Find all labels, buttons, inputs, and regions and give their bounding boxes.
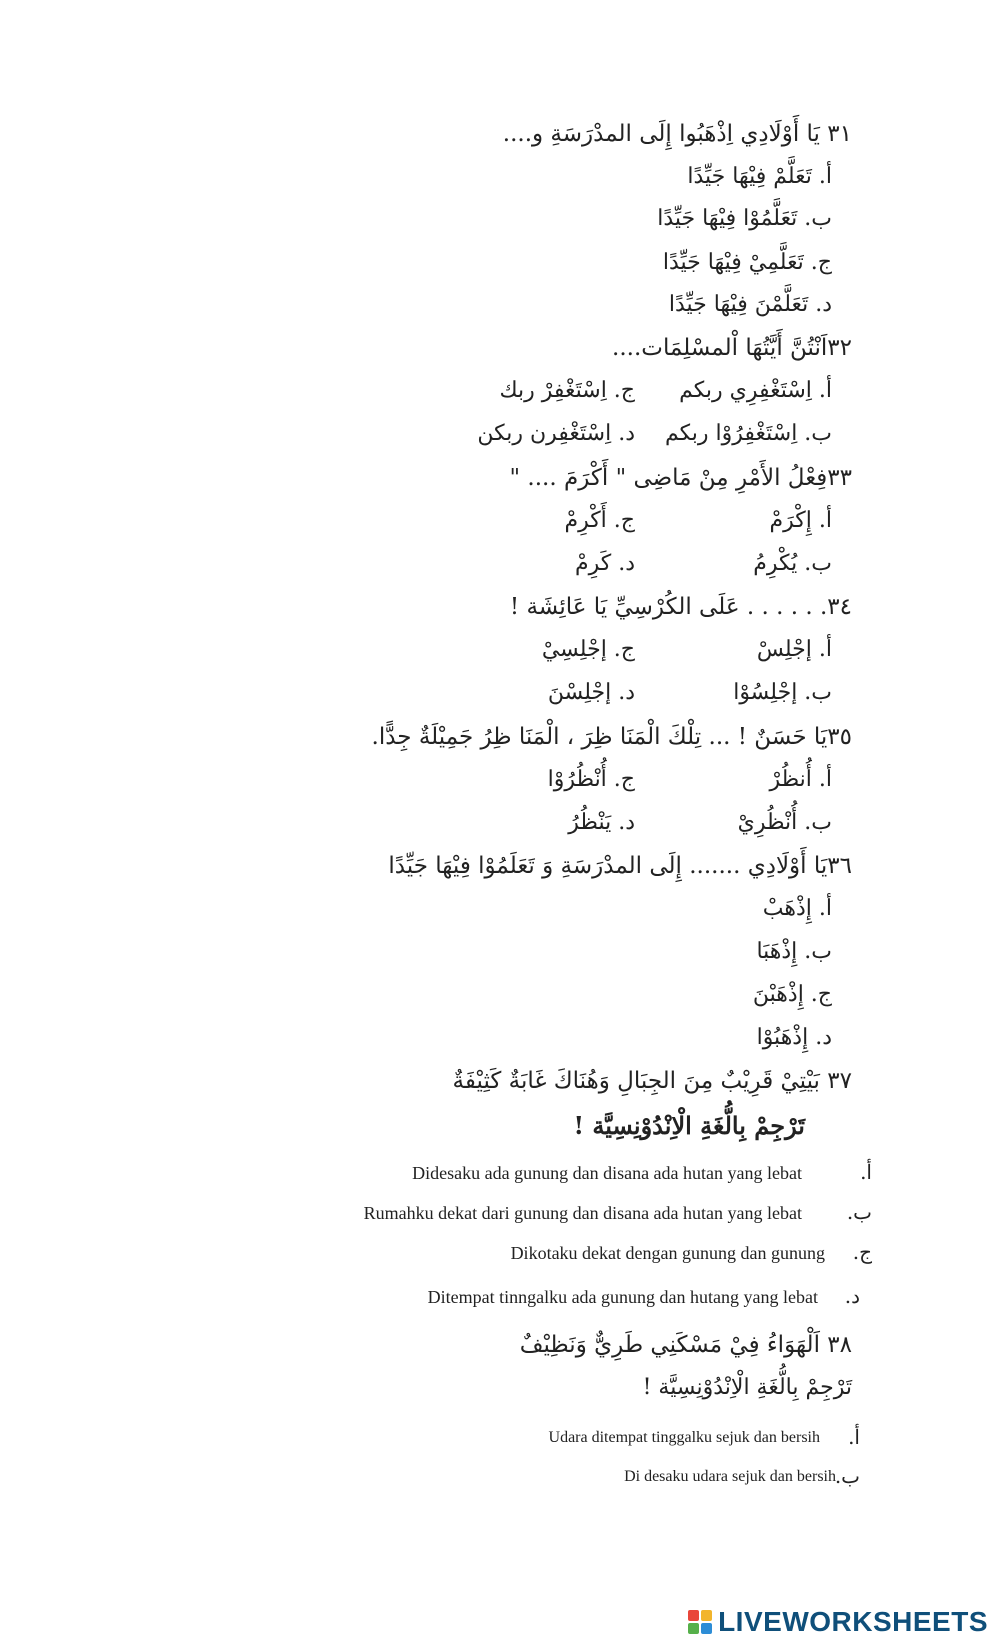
question-32-stem: ٣٢اَنْتُنَّ أَيَّتُهَا اْلمسْلِمَات.... <box>612 335 852 361</box>
question-35-option-b[interactable]: ب. أُنْظُرِيْ <box>737 810 832 835</box>
logo-square-yellow <box>701 1610 712 1621</box>
question-37-stem: ٣٧ بَيْتِيْ قَرِيْبٌ مِنَ الجِبَالِ وَهُنَاكَ غَابَةٌ كَثِيْفَةٌ <box>452 1068 852 1094</box>
logo-square-blue <box>701 1623 712 1634</box>
liveworksheets-logo[interactable] <box>688 1605 988 1639</box>
question-38-stem: ٣٨ اَلْهَوَاءُ فِيْ مَسْكَنِي طَرِيٌّ وَنَظِيْفٌ <box>519 1332 852 1358</box>
question-38-instruction: تَرْجِمْ بِالُّغَةِ الْاِنْدُوْنِسِيَّة ! <box>642 1375 852 1400</box>
question-37-instruction: تَرْجِمْ بِالُّغَةِ الْاِنْدُوْنِسِيَّة ! <box>573 1111 805 1140</box>
question-34-option-c[interactable]: ج. إجْلِسِيْ <box>541 637 635 662</box>
logo-square-green <box>688 1623 699 1634</box>
question-36-option-c[interactable]: ج. إِذْهَبْنَ <box>752 982 832 1007</box>
question-36-option-d[interactable]: د. إِذْهَبُوْا <box>756 1025 832 1050</box>
question-34-option-d[interactable]: د. إجْلِسْنَ <box>547 680 635 705</box>
question-34-option-a[interactable]: أ. إجْلِسْ <box>756 637 832 662</box>
question-38-option-a[interactable]: Udara ditempat tinggalku sejuk dan bersih <box>548 1429 820 1446</box>
question-32-option-b[interactable]: ب. اِسْتَغْفِرُوْا ربكم <box>664 421 832 446</box>
question-34-option-b[interactable]: ب. إجْلِسُوْا <box>733 680 832 705</box>
question-38-option-a-marker: أ. <box>848 1425 860 1449</box>
question-37-option-c-marker: ج. <box>852 1240 872 1264</box>
question-36-option-a[interactable]: أ. إِذْهَبْ <box>762 896 832 921</box>
question-37-option-c[interactable]: Dikotaku dekat dengan gunung dan gunung <box>510 1243 825 1263</box>
question-37-option-d[interactable]: Ditempat tinngalku ada gunung dan hutang yang lebat <box>427 1287 818 1307</box>
question-37-option-b[interactable]: Rumahku dekat dari gunung dan disana ada hutan yang lebat <box>363 1203 802 1223</box>
question-38-option-b[interactable]: Di desaku udara sejuk dan bersih <box>624 1468 836 1485</box>
question-38-option-b-marker: ب. <box>834 1464 860 1488</box>
liveworksheets-logo-text: LIVEWORKSHEETS <box>718 1606 988 1637</box>
question-35-option-d[interactable]: د. يَنْظُرُ <box>568 810 635 835</box>
question-33-option-c[interactable]: ج. أَكْرِمْ <box>564 508 635 533</box>
question-31-option-a[interactable]: أ. تَعَلَّمْ فِيْهَا جَيِّدًا <box>687 164 832 189</box>
question-35-option-a[interactable]: أ. أُنظُرْ <box>769 767 832 792</box>
question-32-option-a[interactable]: أ. اِسْتَغْفِرِي ربكم <box>679 378 832 403</box>
question-36-option-b[interactable]: ب. إِذْهَبَا <box>756 939 832 964</box>
question-33-option-a[interactable]: أ. إِكْرَمْ <box>769 508 832 533</box>
liveworksheets-logo-icon <box>688 1610 712 1634</box>
question-35-stem: ٣٥يَا حَسَنٌ ! ... تِلْكَ الْمَنَا ظِرَ ، الْمَنَا ظِرُ جَمِيْلَةٌ جِدًّا. <box>371 724 852 750</box>
question-32-option-d[interactable]: د. اِسْتَغْفِرن ربكن <box>477 421 635 446</box>
question-31-option-d[interactable]: د. تَعَلَّمْنَ فِيْهَا جَيِّدًا <box>668 292 832 317</box>
question-31-option-c[interactable]: ج. تَعَلَّمِيْ فِيْهَا جَيِّدًا <box>662 250 832 275</box>
question-34-stem: ٣٤. . . . . . عَلَى الكُرْسِيِّ يَا عَائِشَة ! <box>509 594 852 620</box>
question-37-option-a[interactable]: Didesaku ada gunung dan disana ada hutan yang lebat <box>412 1163 802 1183</box>
question-37-option-d-marker: د. <box>844 1284 860 1308</box>
logo-square-red <box>688 1610 699 1621</box>
question-31-option-b[interactable]: ب. تَعَلَّمُوْا فِيْهَا جَيِّدًا <box>657 206 832 231</box>
question-31-stem: ٣١ يَا أَوْلَادِي اِذْهَبُوا إِلَى المدْرَسَةِ و.... <box>502 121 852 147</box>
question-32-option-c[interactable]: ج. اِسْتَغْفِرْ ربك <box>499 378 635 403</box>
question-33-option-b[interactable]: ب. يُكْرِمُ <box>753 551 832 576</box>
question-35-option-c[interactable]: ج. أُنْظُرُوْا <box>547 767 635 792</box>
question-33-stem: ٣٣فِعْلُ الأَمْرِ مِنْ مَاضِى " أَكْرَمَ .... " <box>509 465 852 491</box>
question-37-option-a-marker: أ. <box>860 1160 872 1184</box>
question-37-option-b-marker: ب. <box>846 1200 872 1224</box>
question-36-stem: ٣٦يَا أَوْلَادِي ....... إِلَى المدْرَسَةِ وَ تَعَلَمُوْا فِيْهَا جَيِّدًا <box>388 853 852 879</box>
question-33-option-d[interactable]: د. كَرِمْ <box>574 551 635 576</box>
